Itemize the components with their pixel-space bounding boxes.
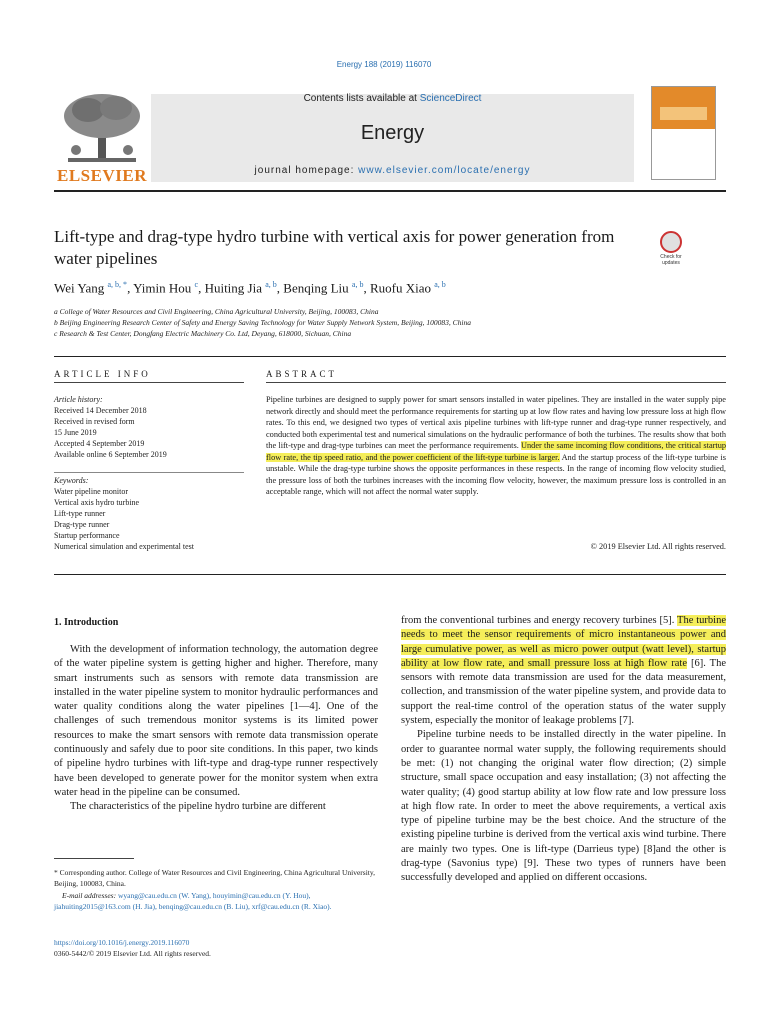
history-item: Received in revised form bbox=[54, 417, 135, 426]
keyword-item: Drag-type runner bbox=[54, 520, 110, 529]
abstract-part: Pipeline turbines are designed to supply power for smart sensors installed in water pipelines. They are installed in the water supply pipe network directly and should meet the performance requirements for starting up at low flow rates and having low pressure loss at high flow rates. To this end, we designed two types of vertical axis pipeline turbines with lift-type runner and drag-type runner respectively, and conducted both experimental test and numerical simulations on the hydraulic performance of both the turbines. The results show that both the lift-type and drag-type turbines can meet the performance requirements. bbox=[266, 395, 726, 450]
affiliation-b: b Beijing Engineering Research Center of Safety and Energy Saving Technology for Water Supply Network System, Beijing, 100083, China bbox=[54, 318, 471, 327]
keyword-item: Lift-type runner bbox=[54, 509, 106, 518]
article-title: Lift-type and drag-type hydro turbine with vertical axis for power generation from water pipelines bbox=[54, 227, 615, 268]
author-name[interactable]: Ruofu Xiao bbox=[369, 280, 431, 296]
journal-title: Energy bbox=[360, 122, 425, 144]
contents-prefix: Contents lists available at bbox=[303, 93, 420, 104]
sciencedirect-link[interactable]: ScienceDirect bbox=[419, 93, 482, 104]
affiliation-a: a College of Water Resources and Civil Engineering, China Agricultural University, Beijing, 100083, China bbox=[54, 307, 379, 316]
issn-line: 0360-5442/© 2019 Elsevier Ltd. All rights reserved. bbox=[54, 949, 211, 958]
journal-homepage bbox=[151, 165, 634, 176]
abstract-highlight: Under the same incoming flow conditions, the critical startup flow rate, the tip speed ratio, and the power coefficient of the lift-type turbine is larger. bbox=[266, 441, 726, 462]
author-affil-marker[interactable]: c bbox=[194, 280, 199, 289]
right-column bbox=[401, 614, 726, 886]
check-updates-icon bbox=[660, 231, 682, 253]
footnote-rule bbox=[54, 858, 134, 859]
paragraph: Pipeline turbine needs to be installed directly in the water pipeline. In order to guarantee normal water supply, the following requirements should be met: (1) not changing the original water flow direction; (2) simple structure, small space occupation and easy installation; (3) not affecting the water quality; (4) good startup ability at low flow rate and low pressure loss at high flow rate. In order to meet the above requirements, a vertical axis type of pipeline turbine may be the best choice. And the structure of the existing pipeline turbine is derived from the vertical axis wind turbine. There are mainly two types. One is lift-type (Darrieus type) [8]and the other is drag-type (Savonius type) [9]. These two types of runners have been successfully developed and applied on different occasions. bbox=[401, 729, 726, 884]
elsevier-logo-text[interactable]: ELSEVIER bbox=[57, 166, 147, 185]
author-name[interactable]: Huiting Jia bbox=[204, 280, 262, 296]
doi-link[interactable]: https://doi.org/10.1016/j.energy.2019.116070 bbox=[54, 938, 190, 947]
check-for-updates-button[interactable] bbox=[651, 231, 691, 271]
history-item: 15 June 2019 bbox=[54, 428, 97, 437]
check-updates-label: Check for updates bbox=[660, 254, 682, 266]
corresponding-author-note: * Corresponding author. College of Water Resources and Civil Engineering, China Agricultural University, Beijing, 100083, China. bbox=[54, 868, 375, 888]
left-column bbox=[54, 643, 378, 815]
article-info-heading: ARTICLE INFO bbox=[54, 369, 151, 379]
cover-title-band bbox=[660, 107, 707, 120]
abstract-copyright: © 2019 Elsevier Ltd. All rights reserved. bbox=[590, 542, 726, 551]
history-item: Available online 6 September 2019 bbox=[54, 450, 167, 459]
keyword-item: Numerical simulation and experimental test bbox=[54, 542, 194, 551]
author-name[interactable]: Yimin Hou bbox=[133, 280, 192, 296]
header-rule bbox=[54, 190, 726, 192]
abstract-part: And the startup process of the lift-type turbine is unstable. While the drag-type turbine shows the opposite performances in these respects. In the range of incoming flow velocity studied, the pressure loss of both the turbines increases with the incoming flow velocity, however, the maximum pressure loss is controlled in an acceptable range, which will not affect the normal water supply. bbox=[266, 452, 726, 496]
author-affil-marker[interactable]: a, b bbox=[351, 280, 364, 289]
history-item: Received 14 December 2018 bbox=[54, 406, 147, 415]
paragraph bbox=[401, 614, 726, 728]
section-heading: 1. Introduction bbox=[54, 617, 119, 628]
paragraph: The characteristics of the pipeline hydro turbine are different bbox=[70, 801, 326, 813]
text-run: [6]. The sensors with remote data transmission are used for the data measurement, collection, and transmission of the water pipeline system, and provide data to support the real-time control of the operation status of the water supply system, especially the monitor of leakage problems [7]. bbox=[401, 657, 726, 727]
affiliation-c: c Research & Test Center, Dongfang Electric Machinery Co. Ltd, Deyang, 618000, Sichuan, China bbox=[54, 329, 352, 338]
abstract-bottom-rule bbox=[54, 574, 726, 575]
keywords-rule bbox=[54, 472, 244, 473]
article-info-rule bbox=[54, 382, 244, 383]
keyword-item: Vertical axis hydro turbine bbox=[54, 498, 140, 507]
text-run: from the conventional turbines and energy recovery turbines [5]. bbox=[401, 615, 678, 626]
author-list: Wei Yang $^{a, b, *}$, Yimin Hou $^c$, Huiting Jia $^{a, b}$, Benqing Liu $^{a, b}$, Ruofu Xiao $^{a, b}$ bbox=[54, 280, 446, 296]
author-name[interactable]: Benqing Liu bbox=[283, 280, 349, 296]
text-highlight: The turbine needs to meet the sensor requirements of micro instantaneous power and large cumulative power, as well as micro power output (watt level), startup ability at low flow rate, and small pressure loss at high flow rate bbox=[401, 615, 726, 669]
keyword-item: Water pipeline monitor bbox=[54, 487, 128, 496]
cover-lower-area bbox=[652, 129, 715, 179]
journal-cover-image[interactable] bbox=[651, 86, 716, 180]
homepage-prefix: journal homepage: bbox=[254, 165, 359, 176]
contents-available bbox=[151, 93, 634, 104]
section-rule bbox=[54, 356, 726, 357]
abstract-text bbox=[266, 394, 726, 498]
paragraph: With the development of information technology, the automation degree of the water pipeline system is getting higher and higher. Therefore, many smart instruments such as sensors with remote data transmission are installed in the water pipeline system to monitor hydraulic performances and water quality conditions along the water pipelines [1—4]. One of the challenges of such tremendous monitor systems is its limited power resources to make the smart sensors with remote data transmission operate continuously and safely due to poor site conditions. In this paper, two kinds of pipeline hydro turbines with lift-type and drag-type runner respectively have been developed to generate power for the monitor system when extra water head in the pipeline can be consumed. bbox=[54, 644, 378, 798]
homepage-link[interactable]: www.elsevier.com/locate/energy bbox=[358, 165, 531, 176]
keyword-item: Startup performance bbox=[54, 531, 120, 540]
abstract-rule bbox=[266, 382, 726, 383]
author-affil-marker[interactable]: a, b, * bbox=[107, 280, 128, 289]
keywords-label: Keywords: bbox=[54, 476, 89, 485]
email-addresses bbox=[54, 891, 378, 912]
journal-reference[interactable]: Energy 188 (2019) 116070 bbox=[336, 60, 432, 69]
email-list[interactable]: wyang@cau.edu.cn (W. Yang), houyimin@cau.edu.cn (Y. Hou), jiahuiting2015@163.com (H. Jia), benqing@cau.edu.cn (B. Liu), xrf@cau.edu.cn (R. Xiao). bbox=[54, 891, 332, 911]
history-label: Article history: bbox=[54, 395, 103, 404]
email-label: E-mail addresses: bbox=[62, 891, 117, 900]
author-affil-marker[interactable]: a, b bbox=[265, 280, 277, 289]
history-item: Accepted 4 September 2019 bbox=[54, 439, 145, 448]
abstract-heading: ABSTRACT bbox=[266, 369, 338, 379]
author-name[interactable]: Wei Yang bbox=[54, 280, 105, 296]
author-affil-marker[interactable]: a, b bbox=[434, 280, 446, 289]
